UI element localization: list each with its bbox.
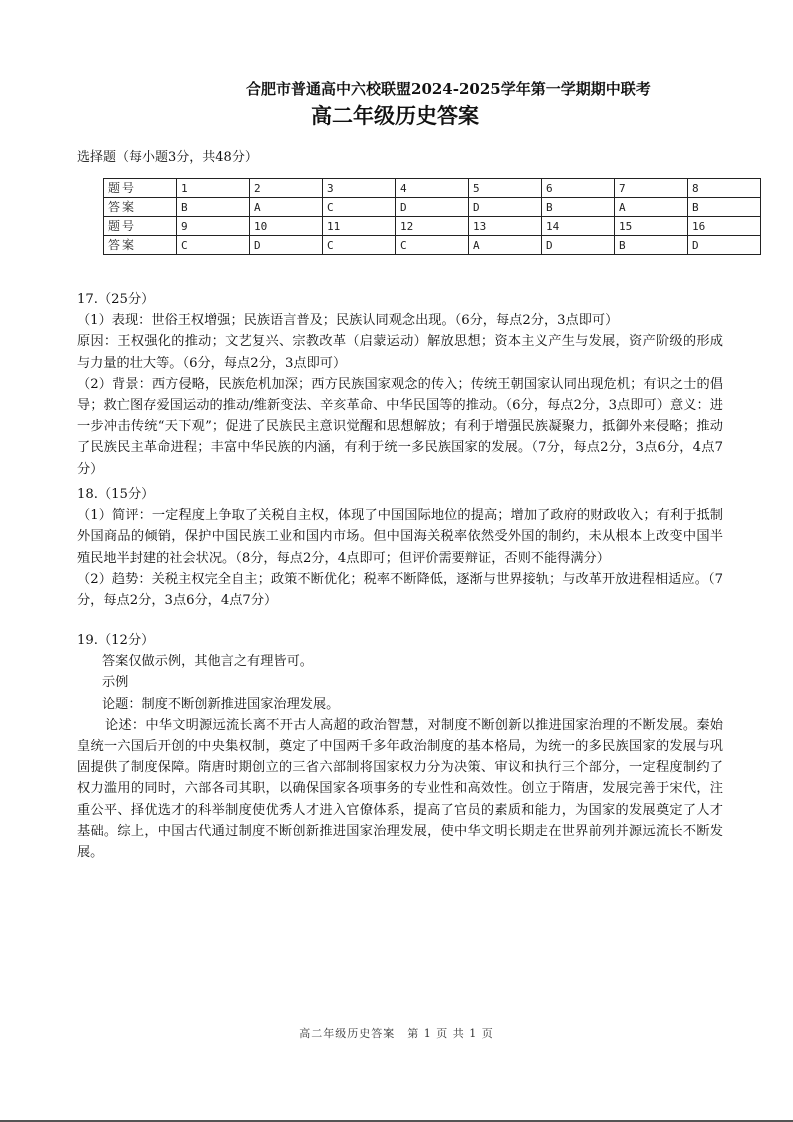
- answer-cell: C: [396, 236, 469, 255]
- question-18-part1: （1）简评：一定程度上争取了关税自主权，体现了中国国际地位的提高；增加了政府的财政收入；有利于抵制外国商品的倾销，保护中国民族工业和国内市场。但中国海关税率依然受外国的制约，未从根本上改变中国半殖民地半封建的社会状况。（8分，每点2分，4点即可；但评价需要辩证，否则不能得满分）: [77, 508, 723, 566]
- question-number-cell: 10: [250, 217, 323, 236]
- question-18: [77, 484, 723, 611]
- question-number-cell: 5: [469, 179, 542, 198]
- row-label-answer: 答案: [104, 236, 177, 255]
- multiple-choice-heading: 选择题（每小题3分，共48分）: [77, 150, 258, 165]
- question-17-part1-manifestation: （1）表现：世俗王权增强；民族语言普及；民族认同观念出现。（6分，每点2分，3点即可）: [77, 313, 619, 329]
- answer-cell: C: [323, 236, 396, 255]
- question-number-cell: 3: [323, 179, 396, 198]
- question-19-note: 答案仅做示例，其他言之有理皆可。: [102, 654, 313, 670]
- question-number-cell: 15: [615, 217, 688, 236]
- answer-table-row-answer: [104, 198, 761, 217]
- answer-cell: D: [469, 198, 542, 217]
- question-18-title: 18.（15分）: [77, 487, 155, 502]
- document-title: 高二年级历史答案: [311, 104, 479, 128]
- question-17-part2: （2）背景：西方侵略，民族危机加深；西方民族国家观念的传入；传统王朝国家认同出现危机；有识之士的倡导；救亡图存爱国运动的推动/维新变法、辛亥革命、中华民国等的推动。（6分，每点2分，3点即可）意义：进一步冲击传统“天下观”；促进了民族民主意识觉醒和思想解放；有利于增强民族凝聚力，抵御外来侵略；推动了民族民主革命进程；丰富中华民族的内涵，有利于统一多民族国家的发展。（7分，每点2分，3点6分，4点7分）: [77, 376, 723, 477]
- answer-cell: A: [250, 198, 323, 217]
- answer-cell: C: [177, 236, 250, 255]
- question-number-cell: 11: [323, 217, 396, 236]
- row-label-number: 题号: [104, 217, 177, 236]
- question-number-cell: 1: [177, 179, 250, 198]
- question-19-title: 19.（12分）: [77, 633, 155, 648]
- row-label-number: 题号: [104, 179, 177, 198]
- question-number-cell: 9: [177, 217, 250, 236]
- answer-cell: B: [615, 236, 688, 255]
- question-number-cell: 8: [688, 179, 761, 198]
- question-19-essay: 论述：中华文明源远流长离不开古人高超的政治智慧，对制度不断创新以推进国家治理的不断发展。秦始皇统一六国后开创的中央集权制，奠定了中国两千多年政治制度的基本格局，为统一的多民族国家的发展与巩固提供了制度保障。隋唐时期创立的三省六部制将国家权力分为决策、审议和执行三个部分，一定程度制约了权力滥用的同时，六部各司其职，以确保国家各项事务的专业性和高效性。创立于隋唐，发展完善于宋代，注重公平、择优选才的科举制度使优秀人才进入官僚体系，提高了官员的素质和能力，为国家的发展奠定了人才基础。综上，中国古代通过制度不断创新推进国家治理发展，使中华文明长期走在世界前列并源远流长不断发展。: [77, 717, 723, 861]
- answer-cell: B: [177, 198, 250, 217]
- row-label-answer: 答案: [104, 198, 177, 217]
- answer-table-row-number: [104, 179, 761, 198]
- question-17: [77, 289, 723, 480]
- exam-title: 合肥市普通高中六校联盟2024-2025学年第一学期期中联考: [246, 80, 651, 98]
- question-number-cell: 12: [396, 217, 469, 236]
- question-17-part1-cause: 原因：王权强化的推动；文艺复兴、宗教改革（启蒙运动）解放思想；资本主义产生与发展，资产阶级的形成与力量的壮大等。（6分，每点2分，3点即可）: [77, 334, 723, 371]
- question-19-example-label: 示例: [102, 675, 129, 691]
- question-18-part2: （2）趋势：关税主权完全自主；政策不断优化；税率不断降低，逐渐与世界接轨；与改革开放进程相适应。（7分，每点2分，3点6分，4点7分）: [77, 571, 723, 609]
- answer-cell: D: [396, 198, 469, 217]
- answer-cell: C: [323, 198, 396, 217]
- answer-table-row-answer: [104, 236, 761, 255]
- question-number-cell: 4: [396, 179, 469, 198]
- answer-cell: D: [688, 236, 761, 255]
- answer-cell: A: [469, 236, 542, 255]
- question-number-cell: 16: [688, 217, 761, 236]
- answer-table: [103, 178, 761, 255]
- question-19: [77, 630, 723, 863]
- question-number-cell: 2: [250, 179, 323, 198]
- answer-cell: A: [615, 198, 688, 217]
- answer-table-row-number: [104, 217, 761, 236]
- question-17-title: 17.（25分）: [77, 292, 155, 307]
- question-number-cell: 7: [615, 179, 688, 198]
- answer-cell: B: [542, 198, 615, 217]
- answer-cell: D: [250, 236, 323, 255]
- answer-cell: B: [688, 198, 761, 217]
- page-footer: 高二年级历史答案 第 1 页 共 1 页: [299, 1027, 494, 1040]
- question-19-thesis: 论题：制度不断创新推进国家治理发展。: [102, 696, 340, 712]
- question-number-cell: 6: [542, 179, 615, 198]
- answer-cell: D: [542, 236, 615, 255]
- question-number-cell: 14: [542, 217, 615, 236]
- question-number-cell: 13: [469, 217, 542, 236]
